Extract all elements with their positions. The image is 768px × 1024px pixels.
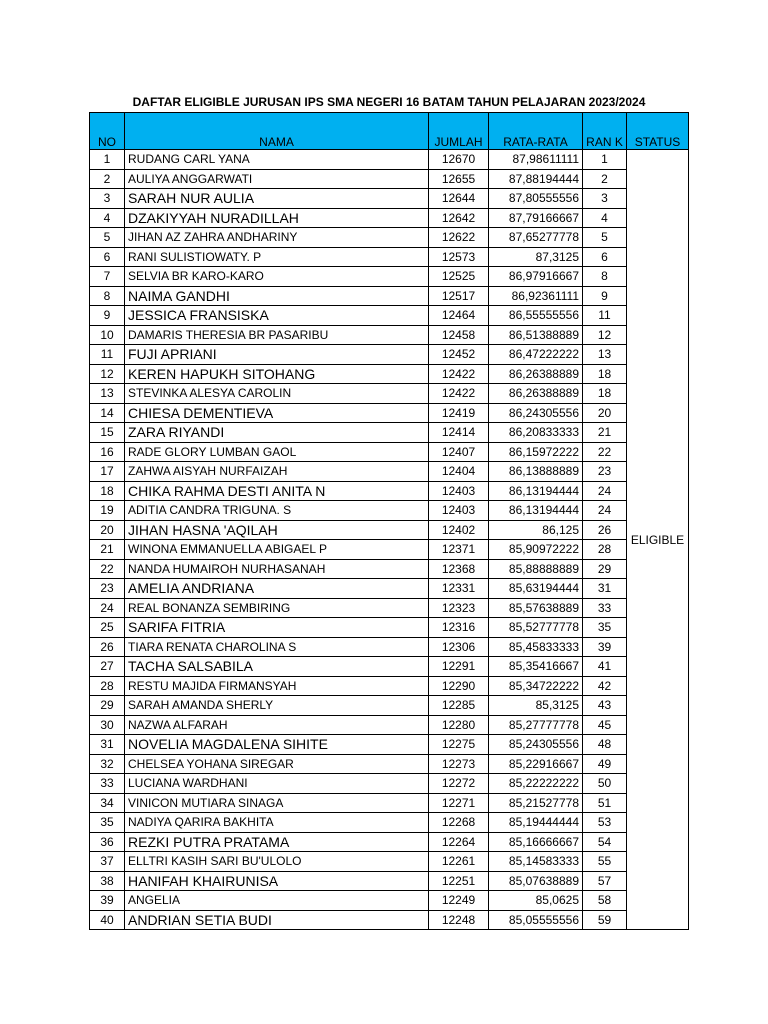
table-row <box>90 403 689 423</box>
cell-rata-rata: 87,80555556 <box>489 189 583 209</box>
table-row <box>90 384 689 404</box>
cell-jumlah: 12331 <box>429 579 489 599</box>
cell-no: 11 <box>90 345 125 365</box>
cell-no: 30 <box>90 715 125 735</box>
table-row <box>90 910 689 930</box>
cell-rata-rata: 86,97916667 <box>489 267 583 287</box>
cell-no: 38 <box>90 871 125 891</box>
cell-rata-rata: 85,22916667 <box>489 754 583 774</box>
header-rata-rata: RATA-RATA <box>489 113 583 150</box>
cell-jumlah: 12285 <box>429 696 489 716</box>
cell-rank: 45 <box>583 715 627 735</box>
cell-rata-rata: 85,57638889 <box>489 598 583 618</box>
cell-nama: ANGELIA <box>125 891 429 911</box>
cell-rank: 9 <box>583 286 627 306</box>
cell-nama: RADE GLORY LUMBAN GAOL <box>125 442 429 462</box>
table-row <box>90 618 689 638</box>
cell-no: 25 <box>90 618 125 638</box>
cell-rank: 39 <box>583 637 627 657</box>
cell-nama: ZAHWA AISYAH NURFAIZAH <box>125 462 429 482</box>
cell-no: 33 <box>90 774 125 794</box>
cell-rank: 48 <box>583 735 627 755</box>
cell-rank: 53 <box>583 813 627 833</box>
cell-nama: RANI SULISTIOWATY. P <box>125 247 429 267</box>
cell-nama: RUDANG CARL YANA <box>125 150 429 170</box>
cell-nama: NOVELIA MAGDALENA SIHITE <box>125 735 429 755</box>
cell-rata-rata: 86,92361111 <box>489 286 583 306</box>
cell-rata-rata: 86,26388889 <box>489 384 583 404</box>
cell-rank: 29 <box>583 559 627 579</box>
cell-jumlah: 12422 <box>429 384 489 404</box>
table-row <box>90 169 689 189</box>
cell-jumlah: 12644 <box>429 189 489 209</box>
cell-nama: LUCIANA WARDHANI <box>125 774 429 794</box>
cell-rata-rata: 86,15972222 <box>489 442 583 462</box>
cell-no: 32 <box>90 754 125 774</box>
cell-rank: 20 <box>583 403 627 423</box>
cell-nama: TACHA SALSABILA <box>125 657 429 677</box>
cell-no: 19 <box>90 501 125 521</box>
table-row <box>90 481 689 501</box>
cell-nama: VINICON MUTIARA SINAGA <box>125 793 429 813</box>
cell-no: 28 <box>90 676 125 696</box>
table-row <box>90 696 689 716</box>
cell-no: 22 <box>90 559 125 579</box>
table-row <box>90 871 689 891</box>
cell-jumlah: 12464 <box>429 306 489 326</box>
cell-no: 18 <box>90 481 125 501</box>
table-row <box>90 501 689 521</box>
cell-nama: AMELIA ANDRIANA <box>125 579 429 599</box>
table-row <box>90 813 689 833</box>
cell-jumlah: 12316 <box>429 618 489 638</box>
table-row <box>90 189 689 209</box>
cell-nama: NAIMA GANDHI <box>125 286 429 306</box>
cell-rank: 26 <box>583 520 627 540</box>
table-row <box>90 754 689 774</box>
cell-nama: WINONA EMMANUELLA ABIGAEL P <box>125 540 429 560</box>
cell-nama: CHIESA DEMENTIEVA <box>125 403 429 423</box>
cell-nama: REAL BONANZA SEMBIRING <box>125 598 429 618</box>
cell-nama: JESSICA FRANSISKA <box>125 306 429 326</box>
cell-rata-rata: 85,88888889 <box>489 559 583 579</box>
cell-no: 26 <box>90 637 125 657</box>
cell-nama: ANDRIAN SETIA BUDI <box>125 910 429 930</box>
cell-rank: 13 <box>583 345 627 365</box>
cell-no: 36 <box>90 832 125 852</box>
table-row <box>90 540 689 560</box>
cell-rata-rata: 87,79166667 <box>489 208 583 228</box>
cell-rata-rata: 86,26388889 <box>489 364 583 384</box>
cell-no: 12 <box>90 364 125 384</box>
cell-rank: 24 <box>583 501 627 521</box>
cell-rank: 6 <box>583 247 627 267</box>
cell-no: 35 <box>90 813 125 833</box>
cell-rata-rata: 86,13194444 <box>489 481 583 501</box>
cell-jumlah: 12273 <box>429 754 489 774</box>
cell-nama: DZAKIYYAH NURADILLAH <box>125 208 429 228</box>
cell-jumlah: 12403 <box>429 481 489 501</box>
cell-rata-rata: 86,20833333 <box>489 423 583 443</box>
table-row <box>90 267 689 287</box>
table-body <box>90 150 689 930</box>
cell-rata-rata: 87,3125 <box>489 247 583 267</box>
cell-jumlah: 12280 <box>429 715 489 735</box>
cell-rank: 2 <box>583 169 627 189</box>
cell-nama: ADITIA CANDRA TRIGUNA. S <box>125 501 429 521</box>
eligible-students-table <box>89 112 689 930</box>
table-row <box>90 228 689 248</box>
cell-rank: 42 <box>583 676 627 696</box>
cell-jumlah: 12271 <box>429 793 489 813</box>
cell-rata-rata: 86,51388889 <box>489 325 583 345</box>
cell-jumlah: 12670 <box>429 150 489 170</box>
table-row <box>90 559 689 579</box>
cell-rata-rata: 85,24305556 <box>489 735 583 755</box>
cell-rata-rata: 85,14583333 <box>489 852 583 872</box>
cell-rata-rata: 86,125 <box>489 520 583 540</box>
cell-rata-rata: 86,13194444 <box>489 501 583 521</box>
cell-jumlah: 12419 <box>429 403 489 423</box>
cell-no: 14 <box>90 403 125 423</box>
cell-jumlah: 12655 <box>429 169 489 189</box>
cell-rata-rata: 85,63194444 <box>489 579 583 599</box>
cell-jumlah: 12622 <box>429 228 489 248</box>
cell-jumlah: 12290 <box>429 676 489 696</box>
cell-rata-rata: 85,0625 <box>489 891 583 911</box>
cell-jumlah: 12272 <box>429 774 489 794</box>
cell-no: 15 <box>90 423 125 443</box>
table-row <box>90 208 689 228</box>
cell-nama: NANDA HUMAIROH NURHASANAH <box>125 559 429 579</box>
cell-jumlah: 12517 <box>429 286 489 306</box>
cell-nama: SARIFA FITRIA <box>125 618 429 638</box>
cell-rata-rata: 85,21527778 <box>489 793 583 813</box>
table-row <box>90 832 689 852</box>
cell-no: 9 <box>90 306 125 326</box>
cell-jumlah: 12248 <box>429 910 489 930</box>
cell-jumlah: 12264 <box>429 832 489 852</box>
cell-no: 17 <box>90 462 125 482</box>
cell-nama: HANIFAH KHAIRUNISA <box>125 871 429 891</box>
cell-rata-rata: 87,88194444 <box>489 169 583 189</box>
cell-jumlah: 12323 <box>429 598 489 618</box>
cell-nama: STEVINKA ALESYA CAROLIN <box>125 384 429 404</box>
status-cell: ELIGIBLE <box>627 150 689 930</box>
cell-nama: KEREN HAPUKH SITOHANG <box>125 364 429 384</box>
cell-rata-rata: 86,13888889 <box>489 462 583 482</box>
header-status: STATUS <box>627 113 689 150</box>
cell-rank: 54 <box>583 832 627 852</box>
cell-nama: SELVIA BR KARO-KARO <box>125 267 429 287</box>
cell-rank: 55 <box>583 852 627 872</box>
cell-rank: 33 <box>583 598 627 618</box>
cell-jumlah: 12404 <box>429 462 489 482</box>
document-title: DAFTAR ELIGIBLE JURUSAN IPS SMA NEGERI 16 BATAM TAHUN PELAJARAN 2023/2024 <box>132 95 646 109</box>
header-jumlah: JUMLAH <box>429 113 489 150</box>
cell-rank: 41 <box>583 657 627 677</box>
cell-rata-rata: 85,3125 <box>489 696 583 716</box>
cell-jumlah: 12403 <box>429 501 489 521</box>
cell-rank: 50 <box>583 774 627 794</box>
cell-nama: NADIYA QARIRA BAKHITA <box>125 813 429 833</box>
cell-no: 23 <box>90 579 125 599</box>
cell-rank: 22 <box>583 442 627 462</box>
cell-jumlah: 12452 <box>429 345 489 365</box>
cell-no: 37 <box>90 852 125 872</box>
table-row <box>90 793 689 813</box>
cell-no: 2 <box>90 169 125 189</box>
cell-rank: 24 <box>583 481 627 501</box>
cell-rank: 5 <box>583 228 627 248</box>
cell-no: 6 <box>90 247 125 267</box>
cell-rata-rata: 85,22222222 <box>489 774 583 794</box>
table-row <box>90 579 689 599</box>
cell-nama: SARAH NUR AULIA <box>125 189 429 209</box>
cell-jumlah: 12407 <box>429 442 489 462</box>
cell-jumlah: 12414 <box>429 423 489 443</box>
cell-rank: 8 <box>583 267 627 287</box>
cell-nama: JIHAN AZ ZAHRA ANDHARINY <box>125 228 429 248</box>
cell-rata-rata: 85,35416667 <box>489 657 583 677</box>
cell-rank: 21 <box>583 423 627 443</box>
cell-rank: 18 <box>583 384 627 404</box>
cell-rank: 59 <box>583 910 627 930</box>
cell-jumlah: 12642 <box>429 208 489 228</box>
cell-nama: ELLTRI KASIH SARI BU'ULOLO <box>125 852 429 872</box>
cell-no: 13 <box>90 384 125 404</box>
cell-rata-rata: 85,16666667 <box>489 832 583 852</box>
cell-no: 7 <box>90 267 125 287</box>
cell-nama: DAMARIS THERESIA BR PASARIBU <box>125 325 429 345</box>
cell-no: 8 <box>90 286 125 306</box>
cell-jumlah: 12251 <box>429 871 489 891</box>
cell-jumlah: 12368 <box>429 559 489 579</box>
cell-no: 20 <box>90 520 125 540</box>
table-row <box>90 598 689 618</box>
cell-rank: 49 <box>583 754 627 774</box>
cell-rata-rata: 87,98611111 <box>489 150 583 170</box>
table-row <box>90 442 689 462</box>
cell-no: 5 <box>90 228 125 248</box>
header-rank: RAN K <box>583 113 627 150</box>
table-row <box>90 852 689 872</box>
cell-jumlah: 12422 <box>429 364 489 384</box>
cell-rata-rata: 85,27777778 <box>489 715 583 735</box>
cell-rank: 23 <box>583 462 627 482</box>
cell-nama: ZARA RIYANDI <box>125 423 429 443</box>
cell-rata-rata: 85,19444444 <box>489 813 583 833</box>
cell-rank: 11 <box>583 306 627 326</box>
table-row <box>90 423 689 443</box>
cell-jumlah: 12402 <box>429 520 489 540</box>
cell-rata-rata: 85,07638889 <box>489 871 583 891</box>
cell-jumlah: 12525 <box>429 267 489 287</box>
cell-rank: 18 <box>583 364 627 384</box>
cell-rata-rata: 86,55555556 <box>489 306 583 326</box>
table-row <box>90 286 689 306</box>
cell-no: 34 <box>90 793 125 813</box>
cell-no: 4 <box>90 208 125 228</box>
table-row <box>90 891 689 911</box>
cell-jumlah: 12458 <box>429 325 489 345</box>
cell-rata-rata: 86,24305556 <box>489 403 583 423</box>
cell-jumlah: 12573 <box>429 247 489 267</box>
cell-rank: 3 <box>583 189 627 209</box>
cell-nama: CHELSEA YOHANA SIREGAR <box>125 754 429 774</box>
cell-rank: 57 <box>583 871 627 891</box>
table-row <box>90 657 689 677</box>
header-no: NO <box>90 113 125 150</box>
table-row <box>90 306 689 326</box>
cell-rank: 58 <box>583 891 627 911</box>
cell-no: 16 <box>90 442 125 462</box>
cell-no: 21 <box>90 540 125 560</box>
cell-rank: 1 <box>583 150 627 170</box>
table-row <box>90 150 689 170</box>
cell-nama: SARAH AMANDA SHERLY <box>125 696 429 716</box>
header-nama: NAMA <box>125 113 429 150</box>
cell-rank: 28 <box>583 540 627 560</box>
cell-rata-rata: 87,65277778 <box>489 228 583 248</box>
cell-rata-rata: 86,47222222 <box>489 345 583 365</box>
cell-rank: 4 <box>583 208 627 228</box>
cell-rata-rata: 85,52777778 <box>489 618 583 638</box>
cell-jumlah: 12371 <box>429 540 489 560</box>
cell-no: 10 <box>90 325 125 345</box>
cell-nama: TIARA RENATA CHAROLINA S <box>125 637 429 657</box>
table-row <box>90 715 689 735</box>
cell-rank: 43 <box>583 696 627 716</box>
table-header-row <box>90 113 689 150</box>
cell-rata-rata: 85,90972222 <box>489 540 583 560</box>
table-row <box>90 364 689 384</box>
cell-no: 39 <box>90 891 125 911</box>
cell-no: 31 <box>90 735 125 755</box>
cell-nama: REZKI PUTRA PRATAMA <box>125 832 429 852</box>
cell-no: 24 <box>90 598 125 618</box>
cell-rank: 12 <box>583 325 627 345</box>
cell-no: 1 <box>90 150 125 170</box>
table-row <box>90 345 689 365</box>
cell-no: 3 <box>90 189 125 209</box>
cell-rank: 35 <box>583 618 627 638</box>
cell-no: 40 <box>90 910 125 930</box>
cell-jumlah: 12291 <box>429 657 489 677</box>
cell-rata-rata: 85,45833333 <box>489 637 583 657</box>
cell-rata-rata: 85,34722222 <box>489 676 583 696</box>
cell-rank: 51 <box>583 793 627 813</box>
table-row <box>90 247 689 267</box>
cell-nama: RESTU MAJIDA FIRMANSYAH <box>125 676 429 696</box>
table-row <box>90 325 689 345</box>
cell-jumlah: 12261 <box>429 852 489 872</box>
table-row <box>90 735 689 755</box>
table-row <box>90 676 689 696</box>
cell-jumlah: 12275 <box>429 735 489 755</box>
cell-jumlah: 12306 <box>429 637 489 657</box>
table-row <box>90 520 689 540</box>
cell-nama: JIHAN HASNA 'AQILAH <box>125 520 429 540</box>
cell-nama: CHIKA RAHMA DESTI ANITA N <box>125 481 429 501</box>
table-row <box>90 637 689 657</box>
cell-nama: FUJI APRIANI <box>125 345 429 365</box>
cell-no: 29 <box>90 696 125 716</box>
cell-nama: NAZWA ALFARAH <box>125 715 429 735</box>
cell-jumlah: 12268 <box>429 813 489 833</box>
cell-jumlah: 12249 <box>429 891 489 911</box>
table-row <box>90 774 689 794</box>
cell-nama: AULIYA ANGGARWATI <box>125 169 429 189</box>
table-row <box>90 462 689 482</box>
cell-rank: 31 <box>583 579 627 599</box>
cell-no: 27 <box>90 657 125 677</box>
cell-rata-rata: 85,05555556 <box>489 910 583 930</box>
